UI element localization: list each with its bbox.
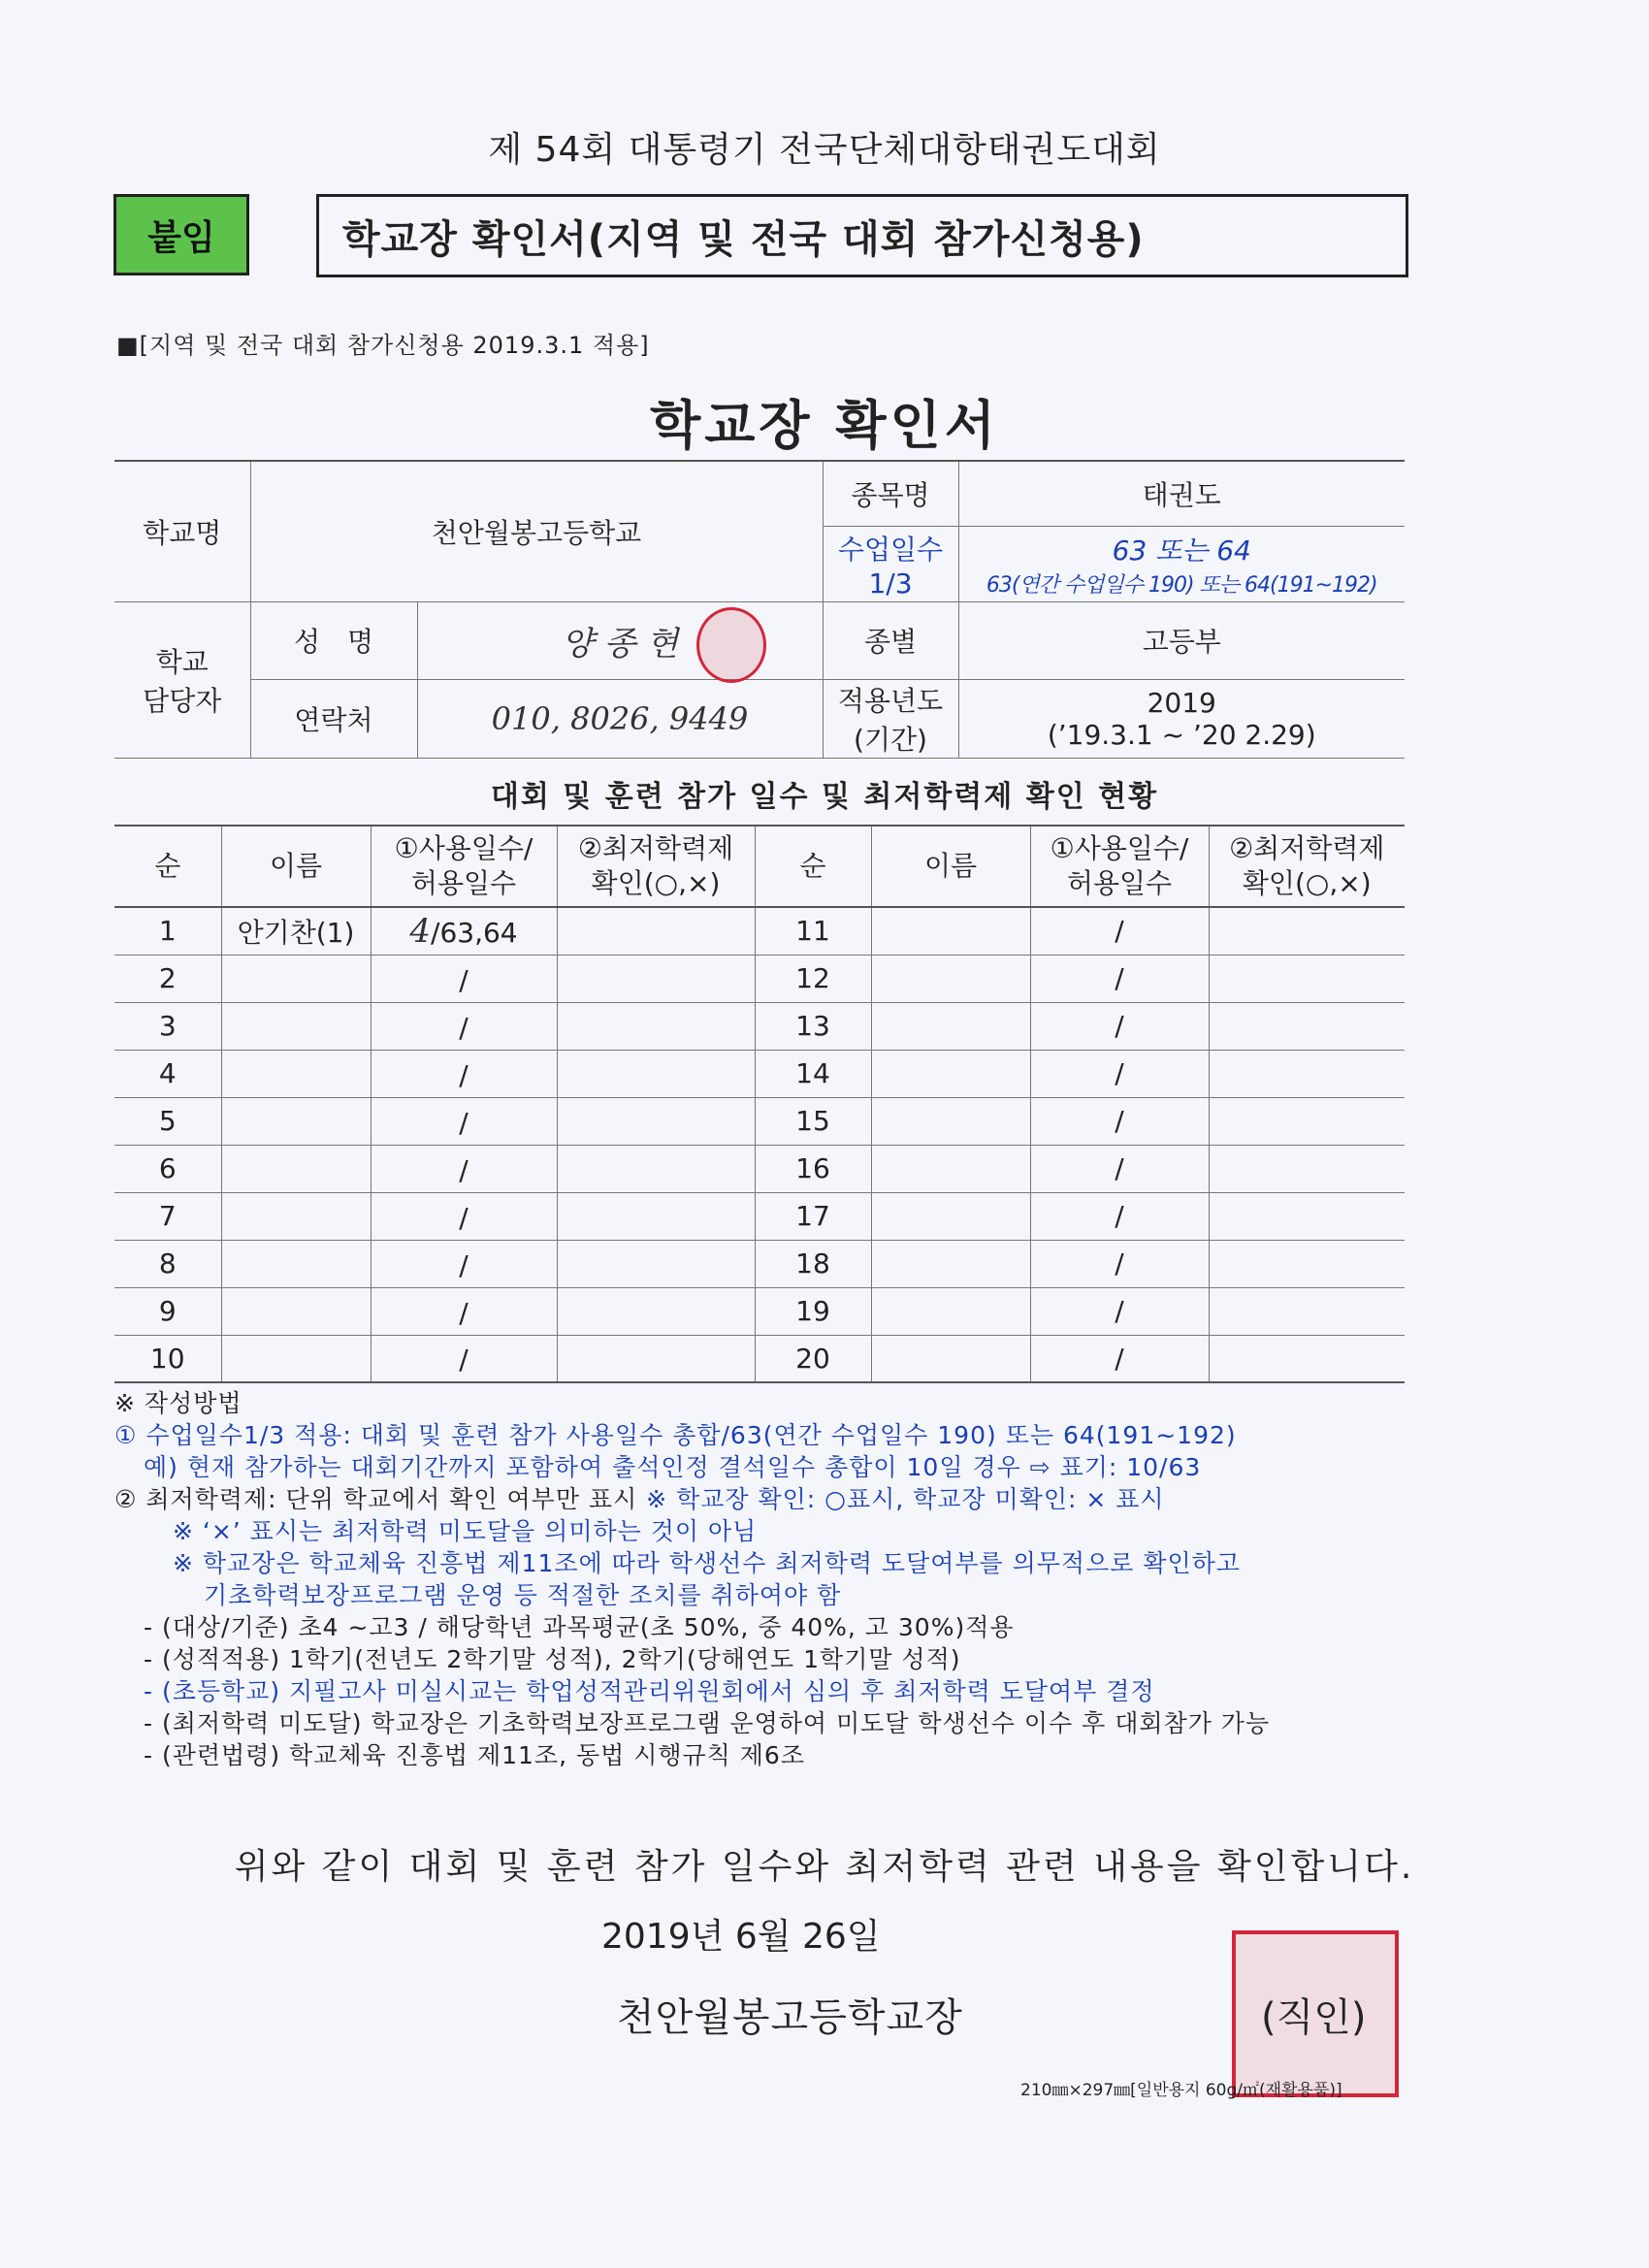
- note-2a: ② 최저학력제: 단위 학교에서 확인 여부만 표시 ※ 학교장 확인: ○표시, 학교장 미확인: × 표시: [114, 1485, 1165, 1513]
- table-row: [114, 1002, 1405, 1050]
- row-name-right: [871, 1335, 1030, 1382]
- row-name: 안기찬(1): [221, 907, 371, 955]
- applied-year-value: 2019 (’19.3.1 ~ ’20 2.29): [958, 679, 1405, 758]
- table-row: [114, 1335, 1405, 1382]
- sport-value: 태권도: [958, 461, 1405, 526]
- participation-rows: [114, 907, 1405, 1382]
- row-name: [221, 1002, 371, 1050]
- table-row: [114, 1240, 1405, 1287]
- col-no-right: 순: [755, 826, 871, 907]
- row-no: 9: [114, 1287, 221, 1335]
- row-name: [221, 1050, 371, 1097]
- row-no-right: 12: [755, 955, 871, 1002]
- allowed-days: /: [459, 1201, 469, 1234]
- row-check: [557, 955, 755, 1002]
- participation-table: [114, 825, 1405, 1383]
- row-days: [371, 1145, 557, 1192]
- allowed-days: /: [459, 1106, 469, 1139]
- row-name-right: [871, 1002, 1030, 1050]
- row-days-right: /: [1030, 1050, 1209, 1097]
- detail-5: - (관련법령) 학교체육 진흥법 제11조, 동법 시행규칙 제6조: [144, 1741, 805, 1769]
- col-days-right: ①사용일수/ 허용일수: [1030, 826, 1209, 907]
- note-2d: 기초학력보장프로그램 운영 등 적절한 조치를 취하여야 함: [204, 1581, 842, 1609]
- school-name-label: 학교명: [114, 461, 250, 601]
- row-name-right: [871, 1145, 1030, 1192]
- row-no: 3: [114, 1002, 221, 1050]
- row-no: 8: [114, 1240, 221, 1287]
- row-check-right: [1209, 907, 1405, 955]
- detail-4: - (최저학력 미도달) 학교장은 기초학력보장프로그램 운영하여 미도달 학생선수 이수 후 대회참가 가능: [144, 1709, 1271, 1737]
- row-name: [221, 1145, 371, 1192]
- col-name-right: 이름: [871, 826, 1030, 907]
- row-days: [371, 1287, 557, 1335]
- class-days-label: 수업일수 1/3: [823, 526, 958, 601]
- row-check: [557, 1335, 755, 1382]
- used-days: 4: [409, 911, 432, 951]
- row-no-right: 19: [755, 1287, 871, 1335]
- row-no: 4: [114, 1050, 221, 1097]
- row-days: [371, 1002, 557, 1050]
- row-days-right: /: [1030, 1240, 1209, 1287]
- row-no-right: 14: [755, 1050, 871, 1097]
- row-name-right: [871, 955, 1030, 1002]
- event-title: 제 54회 대통령기 전국단체대항태권도대회: [488, 130, 1161, 170]
- row-name: [221, 1240, 371, 1287]
- row-no-right: 18: [755, 1240, 871, 1287]
- manager-name-label: 성 명: [250, 601, 417, 679]
- manager-name-value: 양 종 현: [417, 601, 823, 679]
- official-seal-label: (직인): [1261, 1995, 1367, 2040]
- category-value: 고등부: [958, 601, 1405, 679]
- table-row: [114, 1050, 1405, 1097]
- row-name-right: [871, 1287, 1030, 1335]
- row-check: [557, 907, 755, 955]
- row-days: [371, 1192, 557, 1240]
- row-no: 7: [114, 1192, 221, 1240]
- allowed-days: /: [459, 1058, 469, 1091]
- table-row: [114, 1287, 1405, 1335]
- row-check-right: [1209, 1002, 1405, 1050]
- col-days: ①사용일수/ 허용일수: [371, 826, 557, 907]
- table-row: [114, 955, 1405, 1002]
- row-name-right: [871, 1192, 1030, 1240]
- class-days-value: 63 또는 64 63(연간 수업일수 190) 또는 64(191~192): [958, 526, 1405, 601]
- row-check: [557, 1240, 755, 1287]
- row-no-right: 17: [755, 1192, 871, 1240]
- notes-heading: ※ 작성방법: [114, 1389, 242, 1417]
- row-check: [557, 1192, 755, 1240]
- row-no-right: 11: [755, 907, 871, 955]
- row-check-right: [1209, 1145, 1405, 1192]
- row-no: 1: [114, 907, 221, 955]
- row-no-right: 16: [755, 1145, 871, 1192]
- row-days: [371, 1335, 557, 1382]
- row-name-right: [871, 1097, 1030, 1145]
- allowed-days: /: [459, 1153, 469, 1186]
- row-days: [371, 907, 557, 955]
- row-check-right: [1209, 1097, 1405, 1145]
- row-check: [557, 1287, 755, 1335]
- table-row: [114, 907, 1405, 955]
- contact-value: 010, 8026, 9449: [417, 679, 823, 758]
- row-days-right: /: [1030, 1097, 1209, 1145]
- row-name-right: [871, 1240, 1030, 1287]
- row-check-right: [1209, 1240, 1405, 1287]
- school-name-value: 천안월봉고등학교: [250, 461, 823, 601]
- row-no-right: 13: [755, 1002, 871, 1050]
- allowed-days: /: [459, 1248, 469, 1281]
- table-row: [114, 1192, 1405, 1240]
- row-days-right: /: [1030, 1287, 1209, 1335]
- contact-label: 연락처: [250, 679, 417, 758]
- row-no: 10: [114, 1335, 221, 1382]
- principal-signature: 천안월봉고등학교장: [617, 1995, 963, 2040]
- school-info-table: [114, 460, 1405, 759]
- row-name: [221, 955, 371, 1002]
- allowed-days: /: [459, 1344, 469, 1377]
- row-check: [557, 1050, 755, 1097]
- col-no: 순: [114, 826, 221, 907]
- sport-label: 종목명: [823, 461, 958, 526]
- row-name: [221, 1287, 371, 1335]
- allowed-days: /: [459, 963, 469, 996]
- row-check: [557, 1145, 755, 1192]
- row-check-right: [1209, 955, 1405, 1002]
- row-days: [371, 955, 557, 1002]
- applied-year-label: 적용년도 (기간): [823, 679, 958, 758]
- allowed-days: /: [459, 1296, 469, 1329]
- attachment-label: 붙임: [113, 194, 249, 275]
- row-days-right: /: [1030, 955, 1209, 1002]
- note-1a: ① 수업일수1/3 적용: 대회 및 훈련 참가 사용일수 총합/63(연간 수업일수 190) 또는 64(191~192): [114, 1421, 1237, 1449]
- paper-size-note: 210㎜×297㎜[일반용지 60g/㎡(재활용품)]: [1020, 2081, 1342, 2100]
- table-row: [114, 1145, 1405, 1192]
- row-no: 6: [114, 1145, 221, 1192]
- row-name-right: [871, 907, 1030, 955]
- table-row: [114, 1097, 1405, 1145]
- row-no-right: 15: [755, 1097, 871, 1145]
- manager-seal: [696, 607, 766, 683]
- note-1b: 예) 현재 참가하는 대회기간까지 포함하여 출석인정 결석일수 총합이 10일 경우 ⇨ 표기: 10/63: [144, 1453, 1202, 1481]
- col-check-right: ②최저학력제 확인(○,×): [1209, 826, 1405, 907]
- col-check: ②최저학력제 확인(○,×): [557, 826, 755, 907]
- row-days-right: /: [1030, 1002, 1209, 1050]
- section-title: 대회 및 훈련 참가 일수 및 최저학력제 확인 현황: [490, 780, 1159, 814]
- row-days: [371, 1097, 557, 1145]
- row-days-right: /: [1030, 1335, 1209, 1382]
- row-name: [221, 1335, 371, 1382]
- note-2b: ※ ‘×’ 표시는 최저학력 미도달을 의미하는 것이 아님: [173, 1517, 758, 1545]
- col-name: 이름: [221, 826, 371, 907]
- confirmation-statement: 위와 같이 대회 및 훈련 참가 일수와 최저학력 관련 내용을 확인합니다.: [234, 1847, 1415, 1887]
- row-check-right: [1209, 1050, 1405, 1097]
- row-check: [557, 1002, 755, 1050]
- row-no-right: 20: [755, 1335, 871, 1382]
- allowed-days: /: [459, 1011, 469, 1044]
- row-check: [557, 1097, 755, 1145]
- row-name-right: [871, 1050, 1030, 1097]
- category-label: 종별: [823, 601, 958, 679]
- applicability-note: ■[지역 및 전국 대회 참가신청용 2019.3.1 적용]: [116, 332, 650, 359]
- note-2c: ※ 학교장은 학교체육 진흥법 제11조에 따라 학생선수 최저학력 도달여부를 의무적으로 확인하고: [173, 1549, 1241, 1577]
- issue-date: 2019년 6월 26일: [601, 1917, 881, 1957]
- detail-3: - (초등학교) 지필고사 미실시교는 학업성적관리위원회에서 심의 후 최저학력 도달여부 결정: [144, 1677, 1155, 1705]
- manager-label: 학교 담당자: [114, 601, 250, 758]
- attachment-title: 학교장 확인서(지역 및 전국 대회 참가신청용): [316, 194, 1408, 277]
- row-days: [371, 1240, 557, 1287]
- row-no: 5: [114, 1097, 221, 1145]
- row-name: [221, 1192, 371, 1240]
- row-days-right: /: [1030, 907, 1209, 955]
- row-days-right: /: [1030, 1192, 1209, 1240]
- row-check-right: [1209, 1192, 1405, 1240]
- row-days-right: /: [1030, 1145, 1209, 1192]
- row-check-right: [1209, 1335, 1405, 1382]
- document-title: 학교장 확인서: [650, 395, 999, 456]
- row-check-right: [1209, 1287, 1405, 1335]
- detail-1: - (대상/기준) 초4 ~고3 / 해당학년 과목평균(초 50%, 중 40%, 고 30%)적용: [144, 1613, 1015, 1641]
- writing-instructions: [114, 1387, 1414, 1771]
- row-days: [371, 1050, 557, 1097]
- row-no: 2: [114, 955, 221, 1002]
- detail-2: - (성적적용) 1학기(전년도 2학기말 성적), 2학기(당해연도 1학기말 성적): [144, 1645, 961, 1673]
- allowed-days: /63,64: [431, 916, 518, 949]
- row-name: [221, 1097, 371, 1145]
